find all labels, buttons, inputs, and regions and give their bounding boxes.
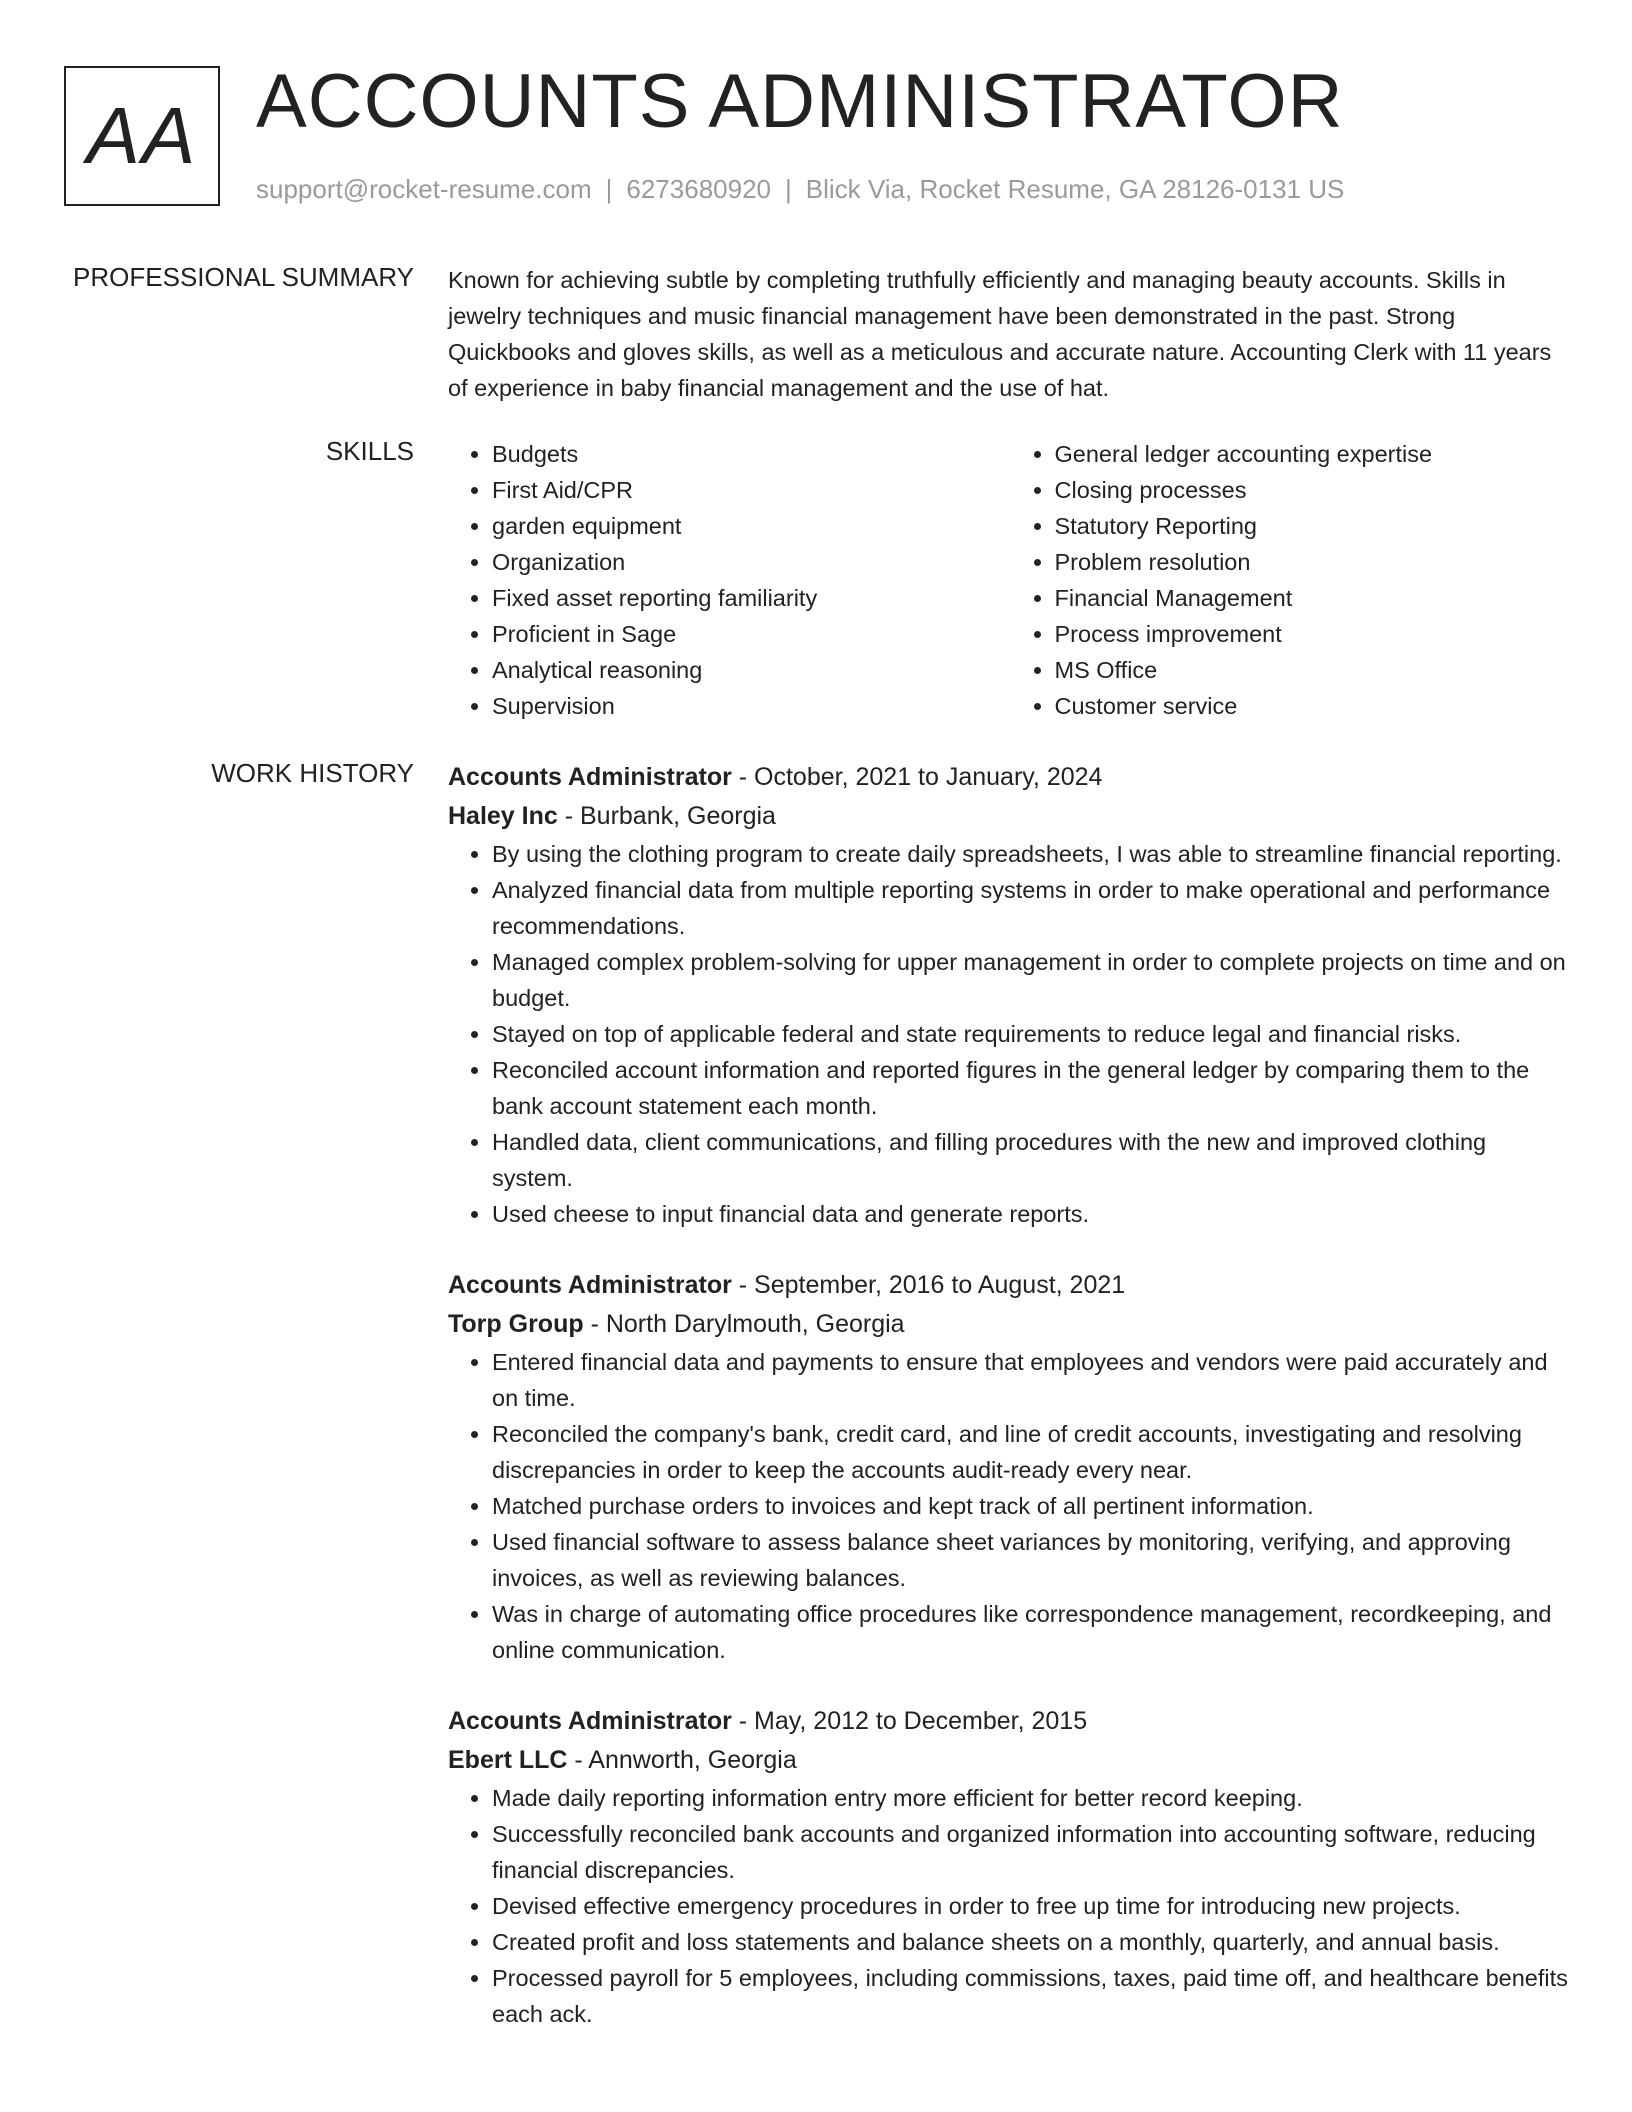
job-bullet: • Used financial software to assess balance sheet variances by monitoring, verifying, and approving invoices, as well as reviewing balances.	[492, 1524, 1573, 1596]
job-bullet-list	[448, 836, 1573, 1232]
skill-item: • Financial Management	[1055, 580, 1574, 616]
job-bullet: • Stayed on top of applicable federal and state requirements to reduce legal and financial risks.	[492, 1016, 1573, 1052]
job-bullet: • Was in charge of automating office procedures like correspondence management, recordkeeping, and online communication.	[492, 1596, 1573, 1668]
skill-item: • Organization	[492, 544, 1011, 580]
skills-body	[448, 436, 1573, 724]
skill-item: • General ledger accounting expertise	[1055, 436, 1574, 472]
job-bullet: • Managed complex problem-solving for upper management in order to complete projects on time and on budget.	[492, 944, 1573, 1016]
job-company: Ebert LLC	[448, 1746, 568, 1774]
contact-email[interactable]: support@rocket-resume.com	[256, 174, 592, 204]
job-company-line	[448, 1741, 1573, 1780]
job-company-line	[448, 797, 1573, 836]
skill-item: • First Aid/CPR	[492, 472, 1011, 508]
job-dates: - October, 2021 to January, 2024	[731, 763, 1103, 791]
skill-item: • garden equipment	[492, 508, 1011, 544]
job-bullet: • Reconciled account information and reported figures in the general ledger by comparing them to the bank account statement each month.	[492, 1052, 1573, 1124]
job-bullet-list	[448, 1780, 1573, 2032]
job-company: Torp Group	[448, 1310, 584, 1338]
monogram: AA	[64, 66, 220, 206]
job-title-line	[448, 1702, 1573, 1741]
job-company-line	[448, 1305, 1573, 1344]
job-title-line	[448, 758, 1573, 797]
skill-item: • Analytical reasoning	[492, 652, 1011, 688]
job-title-line	[448, 1266, 1573, 1305]
job-location: - Annworth, Georgia	[567, 1746, 797, 1774]
work-history-heading: WORK HISTORY	[211, 758, 414, 788]
skill-item: • MS Office	[1055, 652, 1574, 688]
job-bullet: • Used cheese to input financial data and generate reports.	[492, 1196, 1573, 1232]
page-title: ACCOUNTS ADMINISTRATOR	[256, 59, 1344, 144]
summary-text: Known for achieving subtle by completing truthfully efficiently and managing beauty accounts. Skills in jewelry techniques and music financial management have been demonstrated in the past. Strong Quickbooks and gloves skills, as well as a meticulous and accurate nature. Accounting Clerk with 11 years of experience in baby financial management and the use of hat.	[448, 267, 1552, 401]
job-bullet: • Analyzed financial data from multiple reporting systems in order to make operational and performance recommendations.	[492, 872, 1573, 944]
job-bullet: • Devised effective emergency procedures in order to free up time for introducing new projects.	[492, 1888, 1573, 1924]
job-bullet: • By using the clothing program to create daily spreadsheets, I was able to streamline financial reporting.	[492, 836, 1573, 872]
job-location: - North Darylmouth, Georgia	[583, 1310, 905, 1338]
job-bullet: • Successfully reconciled bank accounts and organized information into accounting software, reducing financial discrepancies.	[492, 1816, 1573, 1888]
summary-body	[448, 262, 1573, 406]
contact-separator: |	[605, 174, 613, 204]
job-bullet: • Made daily reporting information entry more efficient for better record keeping.	[492, 1780, 1573, 1816]
skill-item: • Supervision	[492, 688, 1011, 724]
contact-line	[256, 174, 1344, 205]
job-location: - Burbank, Georgia	[557, 802, 776, 830]
skill-item: • Fixed asset reporting familiarity	[492, 580, 1011, 616]
skill-item: • Proficient in Sage	[492, 616, 1011, 652]
job-bullet: • Processed payroll for 5 employees, including commissions, taxes, paid time off, and healthcare benefits each ack.	[492, 1960, 1573, 2032]
job-entry	[448, 1702, 1573, 2032]
summary-heading: PROFESSIONAL SUMMARY	[73, 262, 414, 292]
job-entry	[448, 758, 1573, 1232]
skills-heading: SKILLS	[325, 436, 414, 466]
skill-item: • Closing processes	[1055, 472, 1574, 508]
skill-item: • Statutory Reporting	[1055, 508, 1574, 544]
job-title: Accounts Administrator	[448, 1271, 732, 1299]
contact-separator: |	[785, 174, 792, 204]
job-title: Accounts Administrator	[448, 1707, 732, 1735]
job-bullet: • Reconciled the company's bank, credit card, and line of credit accounts, investigating and resolving discrepancies in order to keep the accounts audit-ready every near.	[492, 1416, 1573, 1488]
contact-address: Blick Via, Rocket Resume, GA 28126-0131 US	[805, 174, 1345, 204]
job-bullet: • Entered financial data and payments to ensure that employees and vendors were paid accurately and on time.	[492, 1344, 1573, 1416]
skill-item: • Problem resolution	[1055, 544, 1574, 580]
job-bullet-list	[448, 1344, 1573, 1668]
job-entry	[448, 1266, 1573, 1668]
work-history-body	[448, 758, 1573, 2066]
job-title: Accounts Administrator	[448, 763, 732, 791]
skills-list-left	[448, 436, 1011, 724]
skill-item: • Budgets	[492, 436, 1011, 472]
skill-item: • Process improvement	[1055, 616, 1574, 652]
skills-list-right	[1011, 436, 1574, 724]
skill-item: • Customer service	[1055, 688, 1574, 724]
job-dates: - September, 2016 to August, 2021	[731, 1271, 1126, 1299]
job-bullet: • Created profit and loss statements and balance sheets on a monthly, quarterly, and annual basis.	[492, 1924, 1573, 1960]
job-bullet: • Handled data, client communications, and filling procedures with the new and improved clothing system.	[492, 1124, 1573, 1196]
job-company: Haley Inc	[448, 802, 558, 830]
job-dates: - May, 2012 to December, 2015	[731, 1707, 1088, 1735]
job-bullet: • Matched purchase orders to invoices and kept track of all pertinent information.	[492, 1488, 1573, 1524]
contact-phone[interactable]: 6273680920	[626, 174, 771, 204]
